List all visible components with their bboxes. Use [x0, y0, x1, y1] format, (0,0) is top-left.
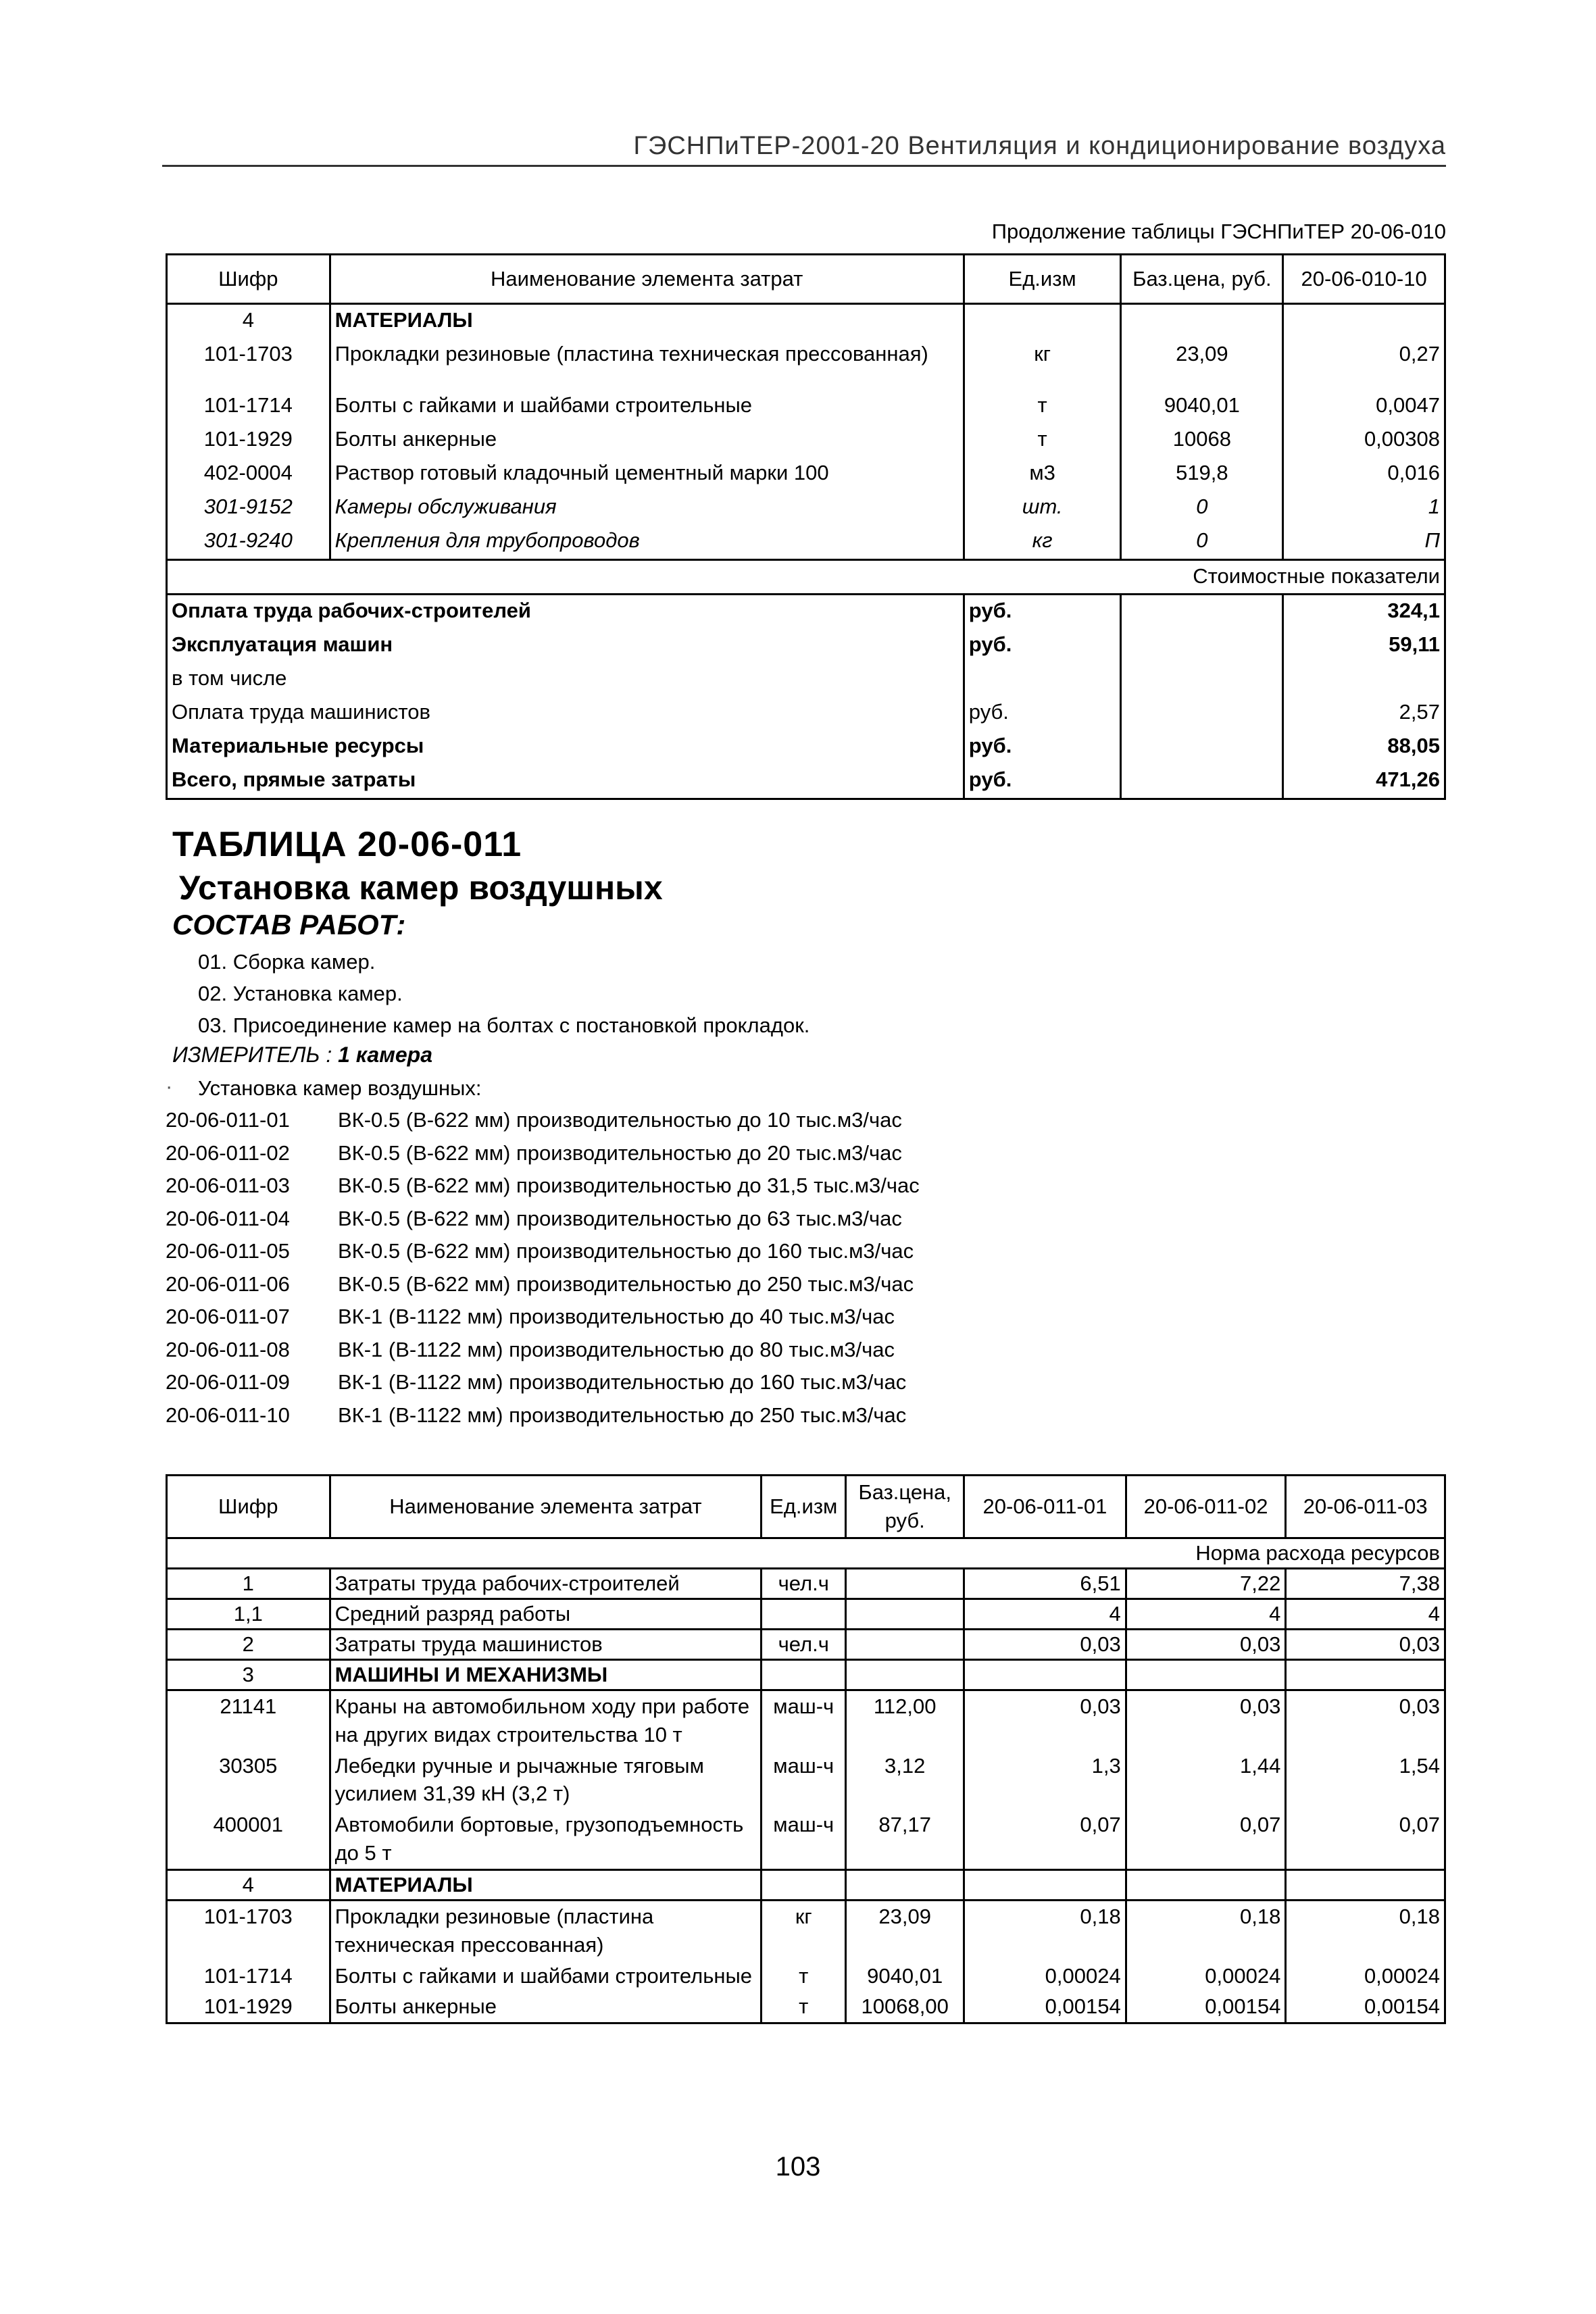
table-row	[167, 338, 1445, 372]
item-desc: ВК-0.5 (В-622 мм) производительностью до 250 тыс.м3/час	[338, 1272, 914, 1296]
table-row	[167, 424, 1445, 457]
row-name: Затраты труда рабочих-строителей	[330, 1568, 762, 1599]
row-price	[846, 1599, 964, 1629]
list-item	[166, 1174, 920, 1207]
row-value: 1,3	[964, 1751, 1126, 1810]
row-name: Раствор готовый кладочный цементный марки 100	[330, 457, 964, 491]
row-value: 4	[1126, 1599, 1286, 1629]
running-header: ГЭСНПиТЕР-2001-20 Вентиляция и кондиционирование воздуха	[162, 132, 1446, 167]
row-price: 23,09	[1121, 338, 1283, 372]
row-name: Болты с гайками и шайбами строительные	[330, 1961, 762, 1992]
row-unit: т	[762, 1991, 846, 2023]
table-row	[167, 1599, 1445, 1629]
row-value: 0,07	[1126, 1809, 1286, 1869]
section-code: 3	[167, 1659, 330, 1690]
column-header: 20-06-010-10	[1283, 255, 1445, 304]
row-unit: кг	[762, 1900, 846, 1960]
cost-label: Оплата труда рабочих-строителей	[167, 595, 964, 630]
meter-line	[172, 1042, 432, 1067]
item-desc: ВК-0.5 (В-622 мм) производительностью до 10 тыс.м3/час	[338, 1108, 902, 1132]
row-value: 0,00154	[1286, 1991, 1445, 2023]
table-row	[167, 1629, 1445, 1659]
section-name: МАТЕРИАЛЫ	[330, 304, 964, 339]
row-unit: маш-ч	[762, 1751, 846, 1810]
item-desc: ВК-0.5 (В-622 мм) производительностью до 63 тыс.м3/час	[338, 1206, 902, 1230]
section-code: 4	[167, 304, 330, 339]
row-price: 112,00	[846, 1690, 964, 1750]
row-name: Крепления для трубопроводов	[330, 525, 964, 560]
column-header: Наименование элемента затрат	[330, 1476, 762, 1538]
codes-list	[166, 1108, 920, 1436]
row-unit	[762, 1599, 846, 1629]
item-desc: ВК-1 (В-1122 мм) производительностью до 80 тыс.м3/час	[338, 1337, 895, 1361]
cost-row	[167, 764, 1445, 799]
row-value: 1	[1283, 491, 1445, 525]
row-unit: чел.ч	[762, 1629, 846, 1659]
table-row	[167, 491, 1445, 525]
cost-unit: руб.	[964, 764, 1121, 799]
list-item	[166, 1272, 920, 1305]
cost-row	[167, 730, 1445, 764]
cost-row	[167, 663, 1445, 697]
column-header: 20-06-011-02	[1126, 1476, 1286, 1538]
section-row	[167, 1659, 1445, 1690]
row-code: 101-1714	[167, 390, 330, 424]
row-value: П	[1283, 525, 1445, 560]
column-header: Баз.цена, руб.	[846, 1476, 964, 1538]
row-value: 0,03	[1286, 1629, 1445, 1659]
cost-indicators-header: Стоимостные показатели	[167, 560, 1445, 595]
item-code: 20-06-011-03	[166, 1174, 290, 1197]
table-row	[167, 1751, 1445, 1810]
cost-label: Всего, прямые затраты	[167, 764, 964, 799]
row-code: 21141	[167, 1690, 330, 1750]
row-value: 7,38	[1286, 1568, 1445, 1599]
work-composition-label: СОСТАВ РАБОТ:	[172, 909, 406, 940]
row-value: 0,18	[1286, 1900, 1445, 1960]
row-value: 0,00308	[1283, 424, 1445, 457]
row-code: 1	[167, 1568, 330, 1599]
row-value: 0,03	[964, 1690, 1126, 1750]
row-unit: м3	[964, 457, 1121, 491]
row-unit: т	[964, 424, 1121, 457]
row-name: Средний разряд работы	[330, 1599, 762, 1629]
work-steps-list	[198, 946, 809, 1041]
section-row	[167, 304, 1445, 339]
cost-row	[167, 697, 1445, 730]
row-name: Краны на автомобильном ходу при работе на других видах строительства 10 т	[330, 1690, 762, 1750]
column-header: Наименование элемента затрат	[330, 255, 964, 304]
column-header: Шифр	[167, 1476, 330, 1538]
table-title: ТАБЛИЦА 20-06-011	[172, 825, 522, 864]
row-code: 400001	[167, 1809, 330, 1869]
work-step: 01. Сборка камер.	[198, 950, 376, 974]
row-name: Прокладки резиновые (пластина техническая прессованная)	[330, 1900, 762, 1960]
row-name: Затраты труда машинистов	[330, 1629, 762, 1659]
row-code: 101-1703	[167, 338, 330, 372]
row-code: 101-1714	[167, 1961, 330, 1992]
row-value: 4	[964, 1599, 1126, 1629]
row-value: 0,00024	[964, 1961, 1126, 1992]
column-header: Баз.цена, руб.	[1121, 255, 1283, 304]
cost-row	[167, 595, 1445, 630]
cost-label: Материальные ресурсы	[167, 730, 964, 764]
list-item	[166, 1108, 920, 1141]
cost-unit: руб.	[964, 730, 1121, 764]
row-name: Болты с гайками и шайбами строительные	[330, 390, 964, 424]
column-header: Ед.изм	[762, 1476, 846, 1538]
column-header: 20-06-011-03	[1286, 1476, 1445, 1538]
row-value: 0,27	[1283, 338, 1445, 372]
table-row	[167, 1991, 1445, 2023]
row-value: 0,03	[1126, 1690, 1286, 1750]
cost-indicators-header-row	[167, 560, 1445, 595]
row-unit: маш-ч	[762, 1690, 846, 1750]
row-value: 0,00024	[1286, 1961, 1445, 1992]
row-price	[846, 1629, 964, 1659]
row-name: Лебедки ручные и рычажные тяговым усилием 31,39 кН (3,2 т)	[330, 1751, 762, 1810]
section-row	[167, 1869, 1445, 1900]
row-name: Болты анкерные	[330, 424, 964, 457]
item-code: 20-06-011-10	[166, 1403, 290, 1427]
row-code: 301-9152	[167, 491, 330, 525]
row-price: 0	[1121, 491, 1283, 525]
table-continuation-caption: Продолжение таблицы ГЭСНПиТЕР 20-06-010	[991, 220, 1446, 243]
row-unit: кг	[964, 525, 1121, 560]
table-header-row	[167, 1476, 1445, 1538]
row-value: 0,07	[964, 1809, 1126, 1869]
row-price: 3,12	[846, 1751, 964, 1810]
row-name: Автомобили бортовые, грузоподъемность до 5 т	[330, 1809, 762, 1869]
row-code: 2	[167, 1629, 330, 1659]
row-value: 7,22	[1126, 1568, 1286, 1599]
table-row	[167, 1961, 1445, 1992]
list-item	[166, 1305, 920, 1338]
row-unit: т	[762, 1961, 846, 1992]
table-row	[167, 457, 1445, 491]
column-header: Ед.изм	[964, 255, 1121, 304]
row-value: 0,03	[1126, 1629, 1286, 1659]
table-row	[167, 1568, 1445, 1599]
cost-label: Оплата труда машинистов	[167, 697, 964, 730]
row-price: 23,09	[846, 1900, 964, 1960]
row-price: 87,17	[846, 1809, 964, 1869]
item-code: 20-06-011-02	[166, 1140, 290, 1165]
cost-value: 88,05	[1283, 730, 1445, 764]
row-value: 0,07	[1286, 1809, 1445, 1869]
item-desc: ВК-1 (В-1122 мм) производительностью до 40 тыс.м3/час	[338, 1305, 895, 1328]
list-item	[166, 1207, 920, 1240]
list-item	[166, 1239, 920, 1272]
cost-unit: руб.	[964, 697, 1121, 730]
row-value: 0,18	[964, 1900, 1126, 1960]
table-row	[167, 1690, 1445, 1750]
norm-header: Норма расхода ресурсов	[167, 1538, 1445, 1569]
bullet-mark: ·	[166, 1074, 173, 1098]
row-price	[846, 1568, 964, 1599]
item-desc: ВК-0.5 (В-622 мм) производительностью до 31,5 тыс.м3/час	[338, 1174, 920, 1197]
row-value: 0,03	[964, 1629, 1126, 1659]
list-item	[166, 1370, 920, 1403]
cost-row	[167, 629, 1445, 663]
table-row	[167, 525, 1445, 560]
cost-value: 2,57	[1283, 697, 1445, 730]
row-name: Прокладки резиновые (пластина техническая прессованная)	[330, 338, 964, 372]
item-desc: ВК-0.5 (В-622 мм) производительностью до 160 тыс.м3/час	[338, 1239, 914, 1263]
table-row	[167, 1809, 1445, 1869]
list-item	[166, 1403, 920, 1436]
codes-intro: Установка камер воздушных:	[198, 1076, 482, 1100]
list-item	[166, 1338, 920, 1371]
table-subtitle: Установка камер воздушных	[179, 869, 663, 907]
section-name: МАТЕРИАЛЫ	[330, 1869, 762, 1900]
item-code: 20-06-011-05	[166, 1239, 290, 1263]
cost-unit: руб.	[964, 629, 1121, 663]
section-name: МАШИНЫ И МЕХАНИЗМЫ	[330, 1659, 762, 1690]
row-unit: маш-ч	[762, 1809, 846, 1869]
row-code: 301-9240	[167, 525, 330, 560]
meter-value: 1 камера	[338, 1042, 432, 1067]
item-desc: ВК-1 (В-1122 мм) производительностью до 160 тыс.м3/час	[338, 1370, 907, 1394]
row-price: 9040,01	[1121, 390, 1283, 424]
item-code: 20-06-011-04	[166, 1206, 290, 1230]
row-price: 0	[1121, 525, 1283, 560]
column-header: Шифр	[167, 255, 330, 304]
row-code: 30305	[167, 1751, 330, 1810]
row-price: 519,8	[1121, 457, 1283, 491]
cost-label: в том числе	[167, 663, 964, 697]
work-step: 03. Присоединение камер на болтах с постановкой прокладок.	[198, 1013, 810, 1037]
row-value: 1,44	[1126, 1751, 1286, 1810]
row-unit: шт.	[964, 491, 1121, 525]
row-value: 0,03	[1286, 1690, 1445, 1750]
work-step: 02. Установка камер.	[198, 982, 403, 1005]
cost-value: 59,11	[1283, 629, 1445, 663]
item-code: 20-06-011-06	[166, 1272, 290, 1296]
cost-value: 471,26	[1283, 764, 1445, 799]
row-value: 4	[1286, 1599, 1445, 1629]
table-row	[167, 1900, 1445, 1960]
page-number: 103	[775, 2152, 821, 2182]
item-desc: ВК-1 (В-1122 мм) производительностью до 250 тыс.м3/час	[338, 1403, 907, 1427]
row-value: 0,0047	[1283, 390, 1445, 424]
cost-value: 324,1	[1283, 595, 1445, 630]
cost-unit	[964, 663, 1121, 697]
row-value: 0,00154	[1126, 1991, 1286, 2023]
item-code: 20-06-011-09	[166, 1370, 290, 1394]
column-header: 20-06-011-01	[964, 1476, 1126, 1538]
row-code: 1,1	[167, 1599, 330, 1629]
cost-unit: руб.	[964, 595, 1121, 630]
item-code: 20-06-011-08	[166, 1337, 290, 1361]
cost-value	[1283, 663, 1445, 697]
table-header-row	[167, 255, 1445, 304]
cost-label: Эксплуатация машин	[167, 629, 964, 663]
row-code: 402-0004	[167, 457, 330, 491]
row-price: 10068,00	[846, 1991, 964, 2023]
resource-table-20-06-010	[166, 253, 1446, 800]
row-name: Камеры обслуживания	[330, 491, 964, 525]
resource-table-20-06-011	[166, 1474, 1446, 2024]
row-name: Болты анкерные	[330, 1991, 762, 2023]
item-code: 20-06-011-07	[166, 1305, 290, 1328]
row-unit: чел.ч	[762, 1568, 846, 1599]
row-code: 101-1703	[167, 1900, 330, 1960]
meter-label: ИЗМЕРИТЕЛЬ :	[172, 1042, 332, 1067]
row-value: 0,18	[1126, 1900, 1286, 1960]
row-unit: кг	[964, 338, 1121, 372]
list-item	[166, 1141, 920, 1174]
norm-header-row	[167, 1538, 1445, 1569]
item-code: 20-06-011-01	[166, 1108, 290, 1132]
row-value: 6,51	[964, 1568, 1126, 1599]
row-price: 9040,01	[846, 1961, 964, 1992]
row-code: 101-1929	[167, 1991, 330, 2023]
row-price: 10068	[1121, 424, 1283, 457]
table-row	[167, 390, 1445, 424]
row-value: 0,016	[1283, 457, 1445, 491]
row-value: 0,00154	[964, 1991, 1126, 2023]
item-desc: ВК-0.5 (В-622 мм) производительностью до 20 тыс.м3/час	[338, 1140, 902, 1165]
row-code: 101-1929	[167, 424, 330, 457]
row-value: 0,00024	[1126, 1961, 1286, 1992]
section-code: 4	[167, 1869, 330, 1900]
row-unit: т	[964, 390, 1121, 424]
row-value: 1,54	[1286, 1751, 1445, 1810]
